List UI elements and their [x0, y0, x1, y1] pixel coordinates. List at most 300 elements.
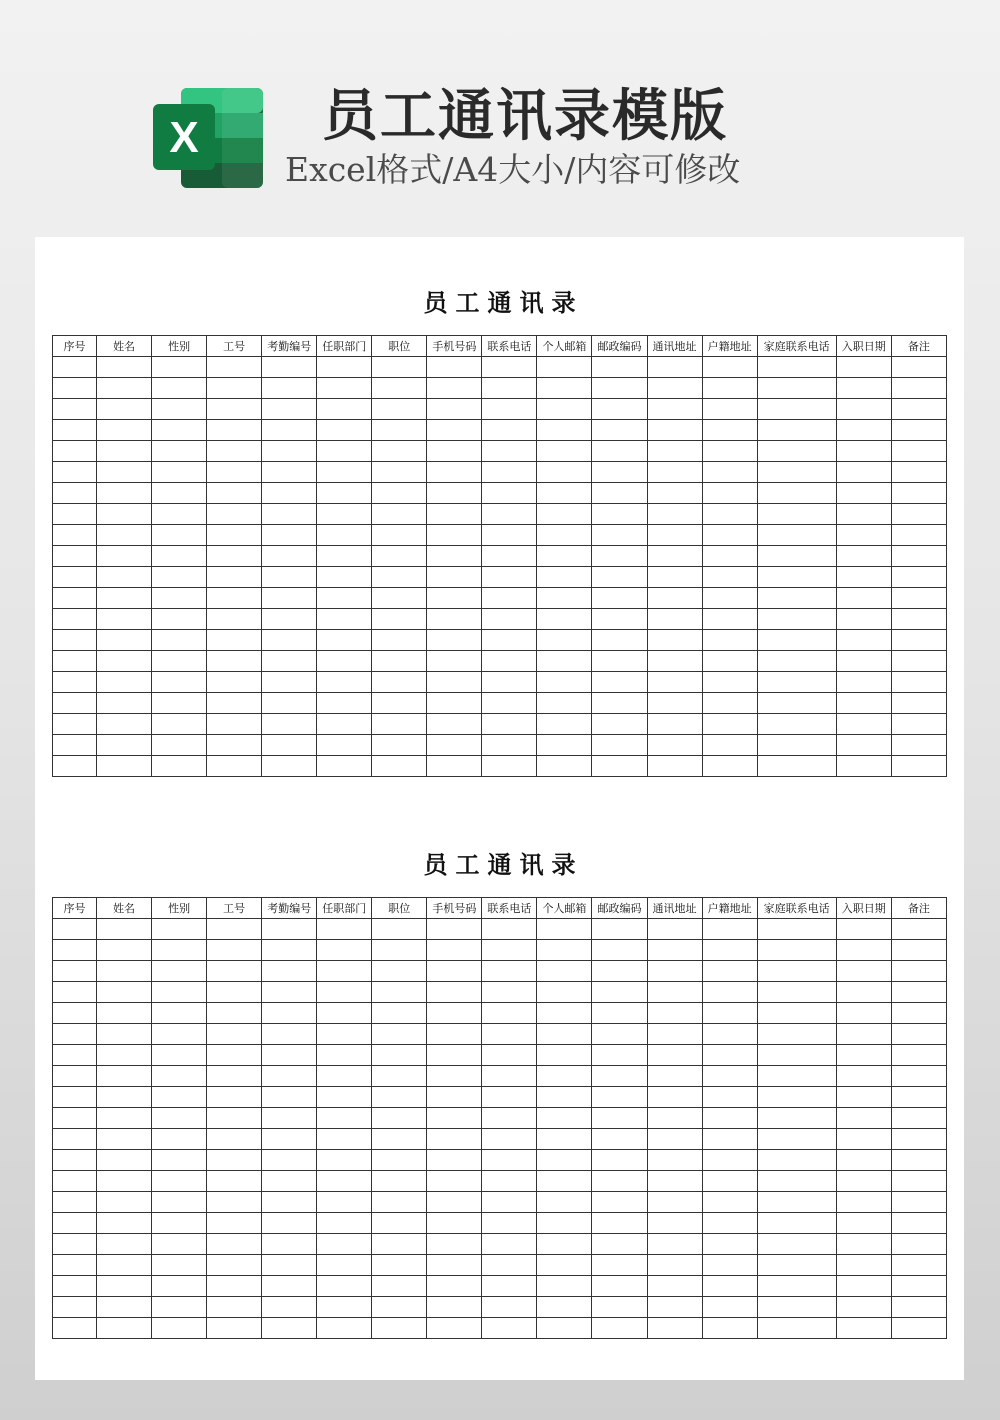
- table-cell[interactable]: [482, 693, 537, 714]
- table-cell[interactable]: [757, 378, 836, 399]
- table-cell[interactable]: [836, 714, 891, 735]
- table-cell[interactable]: [372, 1297, 427, 1318]
- table-cell[interactable]: [427, 714, 482, 735]
- table-cell[interactable]: [757, 1087, 836, 1108]
- table-cell[interactable]: [207, 1276, 262, 1297]
- table-cell[interactable]: [537, 693, 592, 714]
- table-cell[interactable]: [702, 1045, 757, 1066]
- table-cell[interactable]: [152, 940, 207, 961]
- table-cell[interactable]: [702, 483, 757, 504]
- table-cell[interactable]: [97, 630, 152, 651]
- table-cell[interactable]: [97, 982, 152, 1003]
- table-cell[interactable]: [152, 1213, 207, 1234]
- table-cell[interactable]: [891, 630, 946, 651]
- table-cell[interactable]: [53, 399, 97, 420]
- table-cell[interactable]: [592, 1171, 647, 1192]
- table-cell[interactable]: [702, 693, 757, 714]
- table-cell[interactable]: [152, 714, 207, 735]
- table-cell[interactable]: [482, 483, 537, 504]
- table-cell[interactable]: [537, 735, 592, 756]
- table-cell[interactable]: [372, 1024, 427, 1045]
- table-cell[interactable]: [891, 1150, 946, 1171]
- table-cell[interactable]: [97, 1150, 152, 1171]
- table-cell[interactable]: [592, 919, 647, 940]
- table-cell[interactable]: [757, 651, 836, 672]
- table-cell[interactable]: [757, 961, 836, 982]
- table-cell[interactable]: [427, 378, 482, 399]
- table-cell[interactable]: [592, 693, 647, 714]
- table-cell[interactable]: [262, 672, 317, 693]
- table-cell[interactable]: [537, 1150, 592, 1171]
- table-cell[interactable]: [482, 1192, 537, 1213]
- table-cell[interactable]: [97, 1045, 152, 1066]
- table-cell[interactable]: [372, 609, 427, 630]
- table-cell[interactable]: [152, 588, 207, 609]
- table-cell[interactable]: [152, 1276, 207, 1297]
- table-cell[interactable]: [647, 588, 702, 609]
- table-cell[interactable]: [482, 940, 537, 961]
- table-cell[interactable]: [207, 1150, 262, 1171]
- table-cell[interactable]: [262, 1213, 317, 1234]
- table-cell[interactable]: [152, 399, 207, 420]
- table-cell[interactable]: [647, 441, 702, 462]
- table-cell[interactable]: [537, 441, 592, 462]
- table-cell[interactable]: [262, 693, 317, 714]
- table-cell[interactable]: [592, 1003, 647, 1024]
- table-cell[interactable]: [97, 525, 152, 546]
- table-cell[interactable]: [152, 693, 207, 714]
- table-cell[interactable]: [372, 399, 427, 420]
- table-cell[interactable]: [97, 546, 152, 567]
- table-cell[interactable]: [702, 1108, 757, 1129]
- table-cell[interactable]: [836, 483, 891, 504]
- table-cell[interactable]: [207, 1066, 262, 1087]
- table-cell[interactable]: [836, 1150, 891, 1171]
- table-cell[interactable]: [891, 651, 946, 672]
- table-cell[interactable]: [647, 756, 702, 777]
- table-cell[interactable]: [537, 1255, 592, 1276]
- table-cell[interactable]: [891, 1213, 946, 1234]
- table-cell[interactable]: [427, 1318, 482, 1339]
- table-cell[interactable]: [53, 504, 97, 525]
- table-cell[interactable]: [207, 1108, 262, 1129]
- table-cell[interactable]: [482, 1003, 537, 1024]
- table-cell[interactable]: [262, 1150, 317, 1171]
- table-cell[interactable]: [262, 961, 317, 982]
- table-cell[interactable]: [152, 735, 207, 756]
- table-cell[interactable]: [482, 961, 537, 982]
- table-cell[interactable]: [207, 982, 262, 1003]
- table-cell[interactable]: [262, 1276, 317, 1297]
- table-cell[interactable]: [427, 609, 482, 630]
- table-cell[interactable]: [317, 982, 372, 1003]
- table-cell[interactable]: [757, 399, 836, 420]
- table-cell[interactable]: [262, 483, 317, 504]
- table-cell[interactable]: [891, 1003, 946, 1024]
- table-cell[interactable]: [97, 609, 152, 630]
- table-cell[interactable]: [372, 1045, 427, 1066]
- table-cell[interactable]: [592, 462, 647, 483]
- table-cell[interactable]: [53, 378, 97, 399]
- table-cell[interactable]: [372, 919, 427, 940]
- table-cell[interactable]: [647, 1255, 702, 1276]
- table-cell[interactable]: [592, 651, 647, 672]
- table-cell[interactable]: [53, 693, 97, 714]
- table-cell[interactable]: [152, 1108, 207, 1129]
- table-cell[interactable]: [702, 1276, 757, 1297]
- table-cell[interactable]: [836, 441, 891, 462]
- table-cell[interactable]: [647, 714, 702, 735]
- table-cell[interactable]: [97, 357, 152, 378]
- table-cell[interactable]: [537, 1192, 592, 1213]
- table-cell[interactable]: [537, 651, 592, 672]
- table-cell[interactable]: [207, 919, 262, 940]
- table-cell[interactable]: [537, 1045, 592, 1066]
- table-cell[interactable]: [891, 1066, 946, 1087]
- table-cell[interactable]: [537, 525, 592, 546]
- table-cell[interactable]: [152, 919, 207, 940]
- table-cell[interactable]: [891, 1129, 946, 1150]
- table-cell[interactable]: [97, 756, 152, 777]
- table-cell[interactable]: [97, 961, 152, 982]
- table-cell[interactable]: [207, 1087, 262, 1108]
- table-cell[interactable]: [262, 714, 317, 735]
- table-cell[interactable]: [891, 546, 946, 567]
- table-cell[interactable]: [427, 1297, 482, 1318]
- table-cell[interactable]: [152, 357, 207, 378]
- table-cell[interactable]: [757, 483, 836, 504]
- table-cell[interactable]: [372, 1234, 427, 1255]
- table-cell[interactable]: [592, 630, 647, 651]
- table-cell[interactable]: [53, 1066, 97, 1087]
- table-cell[interactable]: [427, 961, 482, 982]
- table-cell[interactable]: [97, 567, 152, 588]
- table-cell[interactable]: [702, 756, 757, 777]
- table-cell[interactable]: [891, 462, 946, 483]
- table-cell[interactable]: [757, 504, 836, 525]
- table-cell[interactable]: [592, 1255, 647, 1276]
- table-cell[interactable]: [372, 1318, 427, 1339]
- table-cell[interactable]: [891, 961, 946, 982]
- table-cell[interactable]: [152, 1003, 207, 1024]
- table-cell[interactable]: [537, 1213, 592, 1234]
- table-cell[interactable]: [757, 609, 836, 630]
- table-cell[interactable]: [537, 756, 592, 777]
- table-cell[interactable]: [702, 441, 757, 462]
- table-cell[interactable]: [757, 982, 836, 1003]
- table-cell[interactable]: [482, 630, 537, 651]
- table-cell[interactable]: [427, 940, 482, 961]
- table-cell[interactable]: [427, 504, 482, 525]
- table-cell[interactable]: [482, 1129, 537, 1150]
- table-cell[interactable]: [262, 919, 317, 940]
- table-cell[interactable]: [537, 567, 592, 588]
- table-cell[interactable]: [702, 961, 757, 982]
- table-cell[interactable]: [891, 1297, 946, 1318]
- table-cell[interactable]: [836, 1129, 891, 1150]
- table-cell[interactable]: [482, 1213, 537, 1234]
- table-cell[interactable]: [97, 1129, 152, 1150]
- table-cell[interactable]: [207, 1003, 262, 1024]
- table-cell[interactable]: [317, 1297, 372, 1318]
- table-cell[interactable]: [262, 420, 317, 441]
- table-cell[interactable]: [702, 504, 757, 525]
- table-cell[interactable]: [537, 961, 592, 982]
- table-cell[interactable]: [53, 1150, 97, 1171]
- table-cell[interactable]: [97, 1108, 152, 1129]
- table-cell[interactable]: [152, 378, 207, 399]
- table-cell[interactable]: [262, 1066, 317, 1087]
- table-cell[interactable]: [836, 588, 891, 609]
- table-cell[interactable]: [757, 441, 836, 462]
- table-cell[interactable]: [97, 714, 152, 735]
- table-cell[interactable]: [702, 399, 757, 420]
- table-cell[interactable]: [592, 1213, 647, 1234]
- table-cell[interactable]: [97, 1297, 152, 1318]
- table-cell[interactable]: [836, 567, 891, 588]
- table-cell[interactable]: [152, 1066, 207, 1087]
- table-cell[interactable]: [702, 1255, 757, 1276]
- table-cell[interactable]: [702, 1171, 757, 1192]
- table-cell[interactable]: [317, 420, 372, 441]
- table-cell[interactable]: [97, 504, 152, 525]
- table-cell[interactable]: [427, 588, 482, 609]
- table-cell[interactable]: [317, 1234, 372, 1255]
- table-cell[interactable]: [53, 714, 97, 735]
- table-cell[interactable]: [372, 357, 427, 378]
- table-cell[interactable]: [836, 525, 891, 546]
- table-cell[interactable]: [262, 546, 317, 567]
- table-cell[interactable]: [836, 1108, 891, 1129]
- table-cell[interactable]: [702, 357, 757, 378]
- table-cell[interactable]: [592, 1297, 647, 1318]
- table-cell[interactable]: [262, 630, 317, 651]
- table-cell[interactable]: [537, 1108, 592, 1129]
- table-cell[interactable]: [757, 567, 836, 588]
- table-cell[interactable]: [891, 940, 946, 961]
- table-cell[interactable]: [207, 1192, 262, 1213]
- table-cell[interactable]: [372, 1087, 427, 1108]
- table-cell[interactable]: [427, 1045, 482, 1066]
- table-cell[interactable]: [372, 546, 427, 567]
- table-cell[interactable]: [427, 483, 482, 504]
- table-cell[interactable]: [482, 1024, 537, 1045]
- table-cell[interactable]: [262, 1087, 317, 1108]
- table-cell[interactable]: [372, 940, 427, 961]
- table-cell[interactable]: [537, 588, 592, 609]
- table-cell[interactable]: [97, 940, 152, 961]
- table-cell[interactable]: [262, 609, 317, 630]
- table-cell[interactable]: [427, 1108, 482, 1129]
- table-cell[interactable]: [427, 1003, 482, 1024]
- table-cell[interactable]: [53, 982, 97, 1003]
- table-cell[interactable]: [427, 735, 482, 756]
- table-cell[interactable]: [647, 1129, 702, 1150]
- table-cell[interactable]: [702, 714, 757, 735]
- table-cell[interactable]: [482, 735, 537, 756]
- table-cell[interactable]: [891, 1045, 946, 1066]
- table-cell[interactable]: [702, 1234, 757, 1255]
- table-cell[interactable]: [592, 1129, 647, 1150]
- table-cell[interactable]: [97, 441, 152, 462]
- table-cell[interactable]: [372, 378, 427, 399]
- table-cell[interactable]: [152, 441, 207, 462]
- table-cell[interactable]: [317, 1045, 372, 1066]
- table-cell[interactable]: [537, 1276, 592, 1297]
- table-cell[interactable]: [891, 982, 946, 1003]
- table-cell[interactable]: [53, 1045, 97, 1066]
- table-cell[interactable]: [372, 1003, 427, 1024]
- table-cell[interactable]: [482, 1255, 537, 1276]
- table-cell[interactable]: [891, 609, 946, 630]
- table-cell[interactable]: [53, 1276, 97, 1297]
- table-cell[interactable]: [757, 1234, 836, 1255]
- table-cell[interactable]: [372, 630, 427, 651]
- table-cell[interactable]: [647, 693, 702, 714]
- table-cell[interactable]: [702, 1087, 757, 1108]
- table-cell[interactable]: [592, 588, 647, 609]
- table-cell[interactable]: [262, 1003, 317, 1024]
- table-cell[interactable]: [647, 982, 702, 1003]
- table-cell[interactable]: [372, 1213, 427, 1234]
- table-cell[interactable]: [891, 525, 946, 546]
- table-cell[interactable]: [427, 1213, 482, 1234]
- table-cell[interactable]: [262, 1129, 317, 1150]
- table-cell[interactable]: [482, 1276, 537, 1297]
- table-cell[interactable]: [427, 919, 482, 940]
- table-cell[interactable]: [891, 756, 946, 777]
- table-cell[interactable]: [836, 546, 891, 567]
- table-cell[interactable]: [427, 630, 482, 651]
- table-cell[interactable]: [152, 1318, 207, 1339]
- table-cell[interactable]: [427, 1276, 482, 1297]
- table-cell[interactable]: [317, 357, 372, 378]
- table-cell[interactable]: [482, 1297, 537, 1318]
- table-cell[interactable]: [537, 546, 592, 567]
- table-cell[interactable]: [891, 399, 946, 420]
- table-cell[interactable]: [152, 756, 207, 777]
- table-cell[interactable]: [647, 357, 702, 378]
- table-cell[interactable]: [702, 1024, 757, 1045]
- table-cell[interactable]: [372, 462, 427, 483]
- table-cell[interactable]: [207, 525, 262, 546]
- table-cell[interactable]: [262, 1024, 317, 1045]
- table-cell[interactable]: [537, 420, 592, 441]
- table-cell[interactable]: [427, 525, 482, 546]
- table-cell[interactable]: [836, 1024, 891, 1045]
- table-cell[interactable]: [53, 588, 97, 609]
- table-cell[interactable]: [207, 1171, 262, 1192]
- table-cell[interactable]: [53, 1192, 97, 1213]
- table-cell[interactable]: [262, 1045, 317, 1066]
- table-cell[interactable]: [757, 420, 836, 441]
- table-cell[interactable]: [702, 630, 757, 651]
- table-cell[interactable]: [702, 735, 757, 756]
- table-cell[interactable]: [262, 462, 317, 483]
- table-cell[interactable]: [702, 1297, 757, 1318]
- table-cell[interactable]: [207, 735, 262, 756]
- table-cell[interactable]: [836, 420, 891, 441]
- table-cell[interactable]: [427, 1171, 482, 1192]
- table-cell[interactable]: [372, 961, 427, 982]
- table-cell[interactable]: [702, 525, 757, 546]
- table-cell[interactable]: [647, 735, 702, 756]
- table-cell[interactable]: [317, 1066, 372, 1087]
- table-cell[interactable]: [537, 483, 592, 504]
- table-cell[interactable]: [891, 1192, 946, 1213]
- table-cell[interactable]: [647, 504, 702, 525]
- table-cell[interactable]: [317, 504, 372, 525]
- table-cell[interactable]: [757, 1192, 836, 1213]
- table-cell[interactable]: [152, 462, 207, 483]
- table-cell[interactable]: [537, 399, 592, 420]
- table-cell[interactable]: [207, 483, 262, 504]
- table-cell[interactable]: [262, 1318, 317, 1339]
- table-cell[interactable]: [207, 609, 262, 630]
- table-cell[interactable]: [372, 1129, 427, 1150]
- table-cell[interactable]: [647, 378, 702, 399]
- table-cell[interactable]: [836, 651, 891, 672]
- table-cell[interactable]: [152, 420, 207, 441]
- table-cell[interactable]: [757, 1066, 836, 1087]
- table-cell[interactable]: [152, 1255, 207, 1276]
- table-cell[interactable]: [891, 1318, 946, 1339]
- table-cell[interactable]: [891, 441, 946, 462]
- table-cell[interactable]: [53, 651, 97, 672]
- table-cell[interactable]: [891, 1234, 946, 1255]
- table-cell[interactable]: [647, 483, 702, 504]
- table-cell[interactable]: [647, 940, 702, 961]
- table-cell[interactable]: [702, 1318, 757, 1339]
- table-cell[interactable]: [482, 1066, 537, 1087]
- table-cell[interactable]: [482, 982, 537, 1003]
- table-cell[interactable]: [891, 672, 946, 693]
- table-cell[interactable]: [152, 1192, 207, 1213]
- table-cell[interactable]: [482, 462, 537, 483]
- table-cell[interactable]: [372, 1108, 427, 1129]
- table-cell[interactable]: [207, 399, 262, 420]
- table-cell[interactable]: [427, 1234, 482, 1255]
- table-cell[interactable]: [427, 462, 482, 483]
- table-cell[interactable]: [537, 1318, 592, 1339]
- table-cell[interactable]: [702, 567, 757, 588]
- table-cell[interactable]: [317, 1003, 372, 1024]
- table-cell[interactable]: [207, 504, 262, 525]
- table-cell[interactable]: [891, 1171, 946, 1192]
- table-cell[interactable]: [372, 420, 427, 441]
- table-cell[interactable]: [482, 609, 537, 630]
- table-cell[interactable]: [647, 1066, 702, 1087]
- table-cell[interactable]: [152, 961, 207, 982]
- table-cell[interactable]: [262, 756, 317, 777]
- table-cell[interactable]: [891, 357, 946, 378]
- table-cell[interactable]: [891, 504, 946, 525]
- table-cell[interactable]: [97, 420, 152, 441]
- table-cell[interactable]: [836, 672, 891, 693]
- table-cell[interactable]: [647, 1192, 702, 1213]
- table-cell[interactable]: [317, 462, 372, 483]
- table-cell[interactable]: [97, 693, 152, 714]
- table-cell[interactable]: [702, 672, 757, 693]
- table-cell[interactable]: [592, 483, 647, 504]
- table-cell[interactable]: [647, 651, 702, 672]
- table-cell[interactable]: [97, 483, 152, 504]
- table-cell[interactable]: [482, 714, 537, 735]
- table-cell[interactable]: [262, 1255, 317, 1276]
- table-cell[interactable]: [482, 1108, 537, 1129]
- table-cell[interactable]: [372, 441, 427, 462]
- table-cell[interactable]: [317, 919, 372, 940]
